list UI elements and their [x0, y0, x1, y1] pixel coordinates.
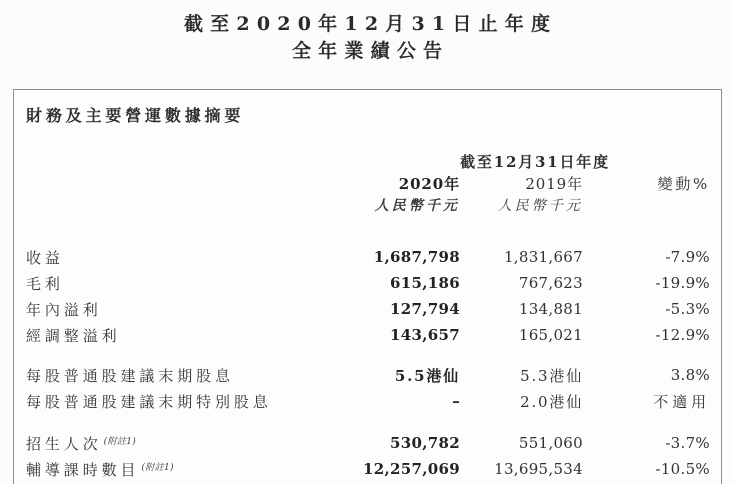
value-2019: 551,060	[518, 434, 583, 452]
column-header-change: 變動%	[657, 174, 710, 193]
value-change: -7.9%	[665, 248, 710, 266]
value-2020: –	[452, 392, 460, 410]
value-change: 3.8%	[670, 366, 710, 384]
value-2020: 5.5港仙	[394, 366, 460, 385]
unit-label-2019: 人民幣千元	[497, 198, 583, 214]
value-2020: 143,657	[390, 326, 460, 344]
row-gross-profit	[26, 270, 710, 296]
operating-data-group	[26, 430, 710, 482]
value-2019: 2.0港仙	[520, 392, 583, 411]
value-2019: 13,695,534	[494, 460, 583, 478]
table-year-header-row	[26, 172, 710, 194]
footnote-ref: (附註1)	[141, 462, 174, 473]
row-tutoring-hours	[26, 456, 710, 482]
unit-label-2020: 人民幣千元	[374, 198, 460, 214]
document-page	[0, 11, 734, 484]
row-label: 經調整溢利	[26, 326, 121, 345]
table-period-header-row	[26, 150, 710, 172]
row-label-text: 招生人次	[26, 434, 102, 453]
row-adjusted-profit	[26, 322, 710, 348]
value-2020: 530,782	[390, 434, 460, 452]
period-header: 截至12月31日年度	[460, 152, 610, 171]
row-label: 每股普通股建議末期股息	[26, 366, 234, 385]
document-title-line1: 截至2020年12月31日止年度	[183, 13, 558, 35]
column-header-2020: 2020年	[398, 174, 460, 193]
row-label	[26, 459, 330, 480]
value-2019: 1,831,667	[503, 248, 583, 266]
document-title	[0, 11, 734, 65]
row-special-dividend	[26, 388, 710, 414]
row-revenue	[26, 244, 710, 270]
value-2019: 5.3港仙	[520, 366, 583, 385]
value-change: -10.5%	[655, 460, 710, 478]
row-profit-for-year	[26, 296, 710, 322]
table-unit-header-row	[26, 194, 710, 216]
dividend-group	[26, 362, 710, 414]
row-label: 毛利	[26, 274, 64, 293]
summary-heading: 財務及主要營運數據摘要	[26, 106, 245, 125]
footnote-ref: (附註1)	[103, 436, 137, 447]
value-change: 不適用	[653, 392, 710, 411]
row-label-text: 輔導課時數目	[26, 460, 140, 479]
row-label	[26, 433, 330, 454]
column-header-2019: 2019年	[525, 174, 583, 193]
financial-summary-box	[13, 89, 722, 484]
financial-results-group	[26, 244, 710, 348]
document-title-line2: 全年業績公告	[291, 40, 450, 62]
row-label: 每股普通股建議末期特別股息	[26, 392, 272, 411]
value-2020: 1,687,798	[373, 248, 460, 266]
value-change: -5.3%	[665, 300, 710, 318]
value-change: -3.7%	[665, 434, 710, 452]
value-change: -19.9%	[655, 274, 710, 292]
value-2019: 134,881	[518, 300, 583, 318]
row-label: 年內溢利	[26, 300, 102, 319]
row-label: 收益	[26, 248, 64, 267]
value-2019: 165,021	[518, 326, 583, 344]
row-final-dividend	[26, 362, 710, 388]
value-2020: 12,257,069	[363, 460, 460, 478]
value-change: -12.9%	[655, 326, 710, 344]
value-2019: 767,623	[518, 274, 583, 292]
value-2020: 127,794	[390, 300, 460, 318]
row-student-enrollments	[26, 430, 710, 456]
value-2020: 615,186	[390, 274, 460, 292]
